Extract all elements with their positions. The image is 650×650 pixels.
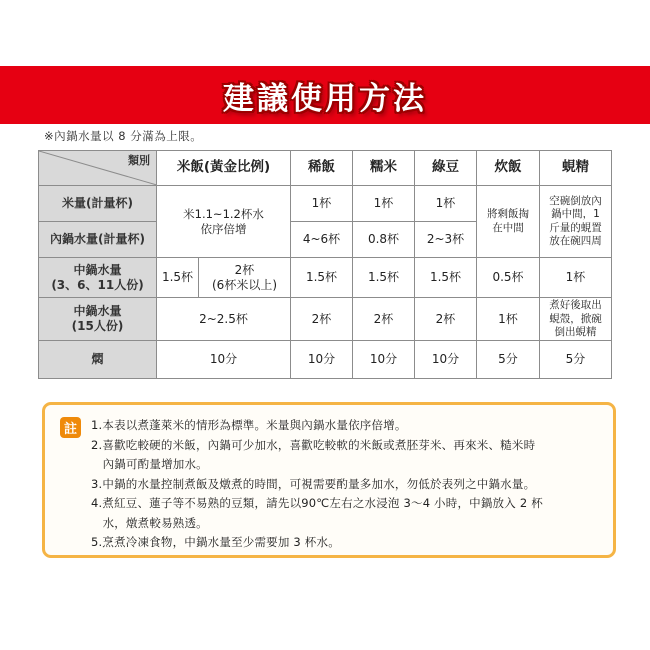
cell: 0.5杯 (477, 258, 540, 298)
row-head-simmer: 燜 (39, 341, 157, 379)
cell: 1.5杯 (157, 258, 199, 298)
cell-line: 空碗倒放內 (549, 195, 602, 208)
banner-title: 建議使用方法 (223, 80, 427, 117)
cell-line: 鍋中間，1 (551, 208, 600, 221)
rice-ratio-line: 依序倍增 (200, 221, 247, 236)
cell: 5分 (540, 341, 612, 379)
col-head-clam-essence: 蜆精 (540, 151, 612, 186)
cell: 2杯 (291, 298, 353, 341)
cell: 0.8杯 (353, 221, 415, 258)
title-banner (0, 66, 650, 124)
clam-method-bottom-cell (540, 298, 612, 341)
clam-method-top-cell (540, 185, 612, 258)
row-head-line: 中鍋水量 (73, 304, 122, 319)
cell: 10分 (353, 341, 415, 379)
rice-ratio-line: 米1.1~1.2杯水 (183, 207, 264, 222)
cell: 5分 (477, 341, 540, 379)
cell-line: 在中間 (492, 221, 524, 234)
cell: 10分 (291, 341, 353, 379)
note-item: 1.本表以煮蓬萊米的情形為標準。米量與內鍋水量依序倍增。 (91, 418, 407, 432)
cell: 1.5杯 (291, 258, 353, 298)
cell-line: 放在碗四周 (549, 234, 602, 247)
cell: 1杯 (540, 258, 612, 298)
note-item: 水，燉煮較易熟透。 (91, 515, 208, 530)
note-badge: 註 (60, 417, 81, 438)
note-item: 內鍋可酌量增加水。 (91, 457, 208, 471)
cell: 2~2.5杯 (157, 298, 291, 341)
row-head-line: (15人份) (71, 319, 124, 334)
cell: 1.5杯 (353, 258, 415, 298)
rice-inner-ratio-cell (157, 185, 291, 258)
notes-box (42, 402, 616, 558)
cell: 1杯 (291, 185, 353, 221)
cell-line: 蜆殼，掀碗 (549, 312, 602, 325)
cell: 2~3杯 (415, 221, 477, 258)
cell: 1杯 (353, 185, 415, 221)
col-head-glutinous: 糯米 (353, 151, 415, 186)
cell-line: 煮好後取出 (549, 299, 602, 312)
cell-line: 倒出蜆精 (554, 325, 597, 338)
row-head-outer-water-large (39, 298, 157, 341)
cell: 10分 (415, 341, 477, 379)
cell: 4~6杯 (291, 221, 353, 258)
category-label: 類別 (128, 154, 150, 167)
steam-rice-method-cell (477, 185, 540, 258)
row-head-inner-water: 內鍋水量(計量杯) (39, 221, 157, 258)
col-head-porridge: 稀飯 (291, 151, 353, 186)
cell: 10分 (157, 341, 291, 379)
capacity-note: ※內鍋水量以 8 分滿為上限。 (44, 129, 203, 143)
note-list (91, 416, 601, 553)
col-head-mungbean: 綠豆 (415, 151, 477, 186)
cell: 1杯 (415, 185, 477, 221)
cell-line: 將剩飯掏 (487, 208, 529, 221)
cell: 2杯 (415, 298, 477, 341)
row-head-line: 中鍋水量 (73, 262, 122, 277)
table-corner-header (39, 151, 157, 186)
col-head-rice: 米飯(黃金比例) (157, 151, 291, 186)
row-head-rice-amount: 米量(計量杯) (39, 185, 157, 221)
note-item: 4.煮紅豆、蓮子等不易熟的豆類，請先以90℃左右之水浸泡 3～4 小時，中鍋放入 2 杯 (91, 496, 543, 510)
row-head-line: (3、6、11人份) (51, 277, 144, 292)
row-head-outer-water-small (39, 258, 157, 298)
cooking-ratio-table (38, 150, 612, 379)
cell-line: 2杯 (234, 262, 255, 277)
cell (199, 258, 291, 298)
cell: 1.5杯 (415, 258, 477, 298)
col-head-steam-rice: 炊飯 (477, 151, 540, 186)
cell: 2杯 (353, 298, 415, 341)
cell-line: (6杯米以上) (212, 277, 277, 292)
note-item: 3.中鍋的水量控制煮飯及燉煮的時間，可視需要酌量多加水，勿低於表列之中鍋水量。 (91, 476, 536, 491)
cell-line: 斤量的蜆置 (549, 221, 602, 234)
cell: 1杯 (477, 298, 540, 341)
note-item: 2.喜歡吃較硬的米飯，內鍋可少加水，喜歡吃較軟的米飯或煮胚芽米、再來米、糙米時 (91, 437, 536, 452)
note-item: 5.烹煮冷凍食物，中鍋水量至少需要加 3 杯水。 (91, 535, 340, 549)
